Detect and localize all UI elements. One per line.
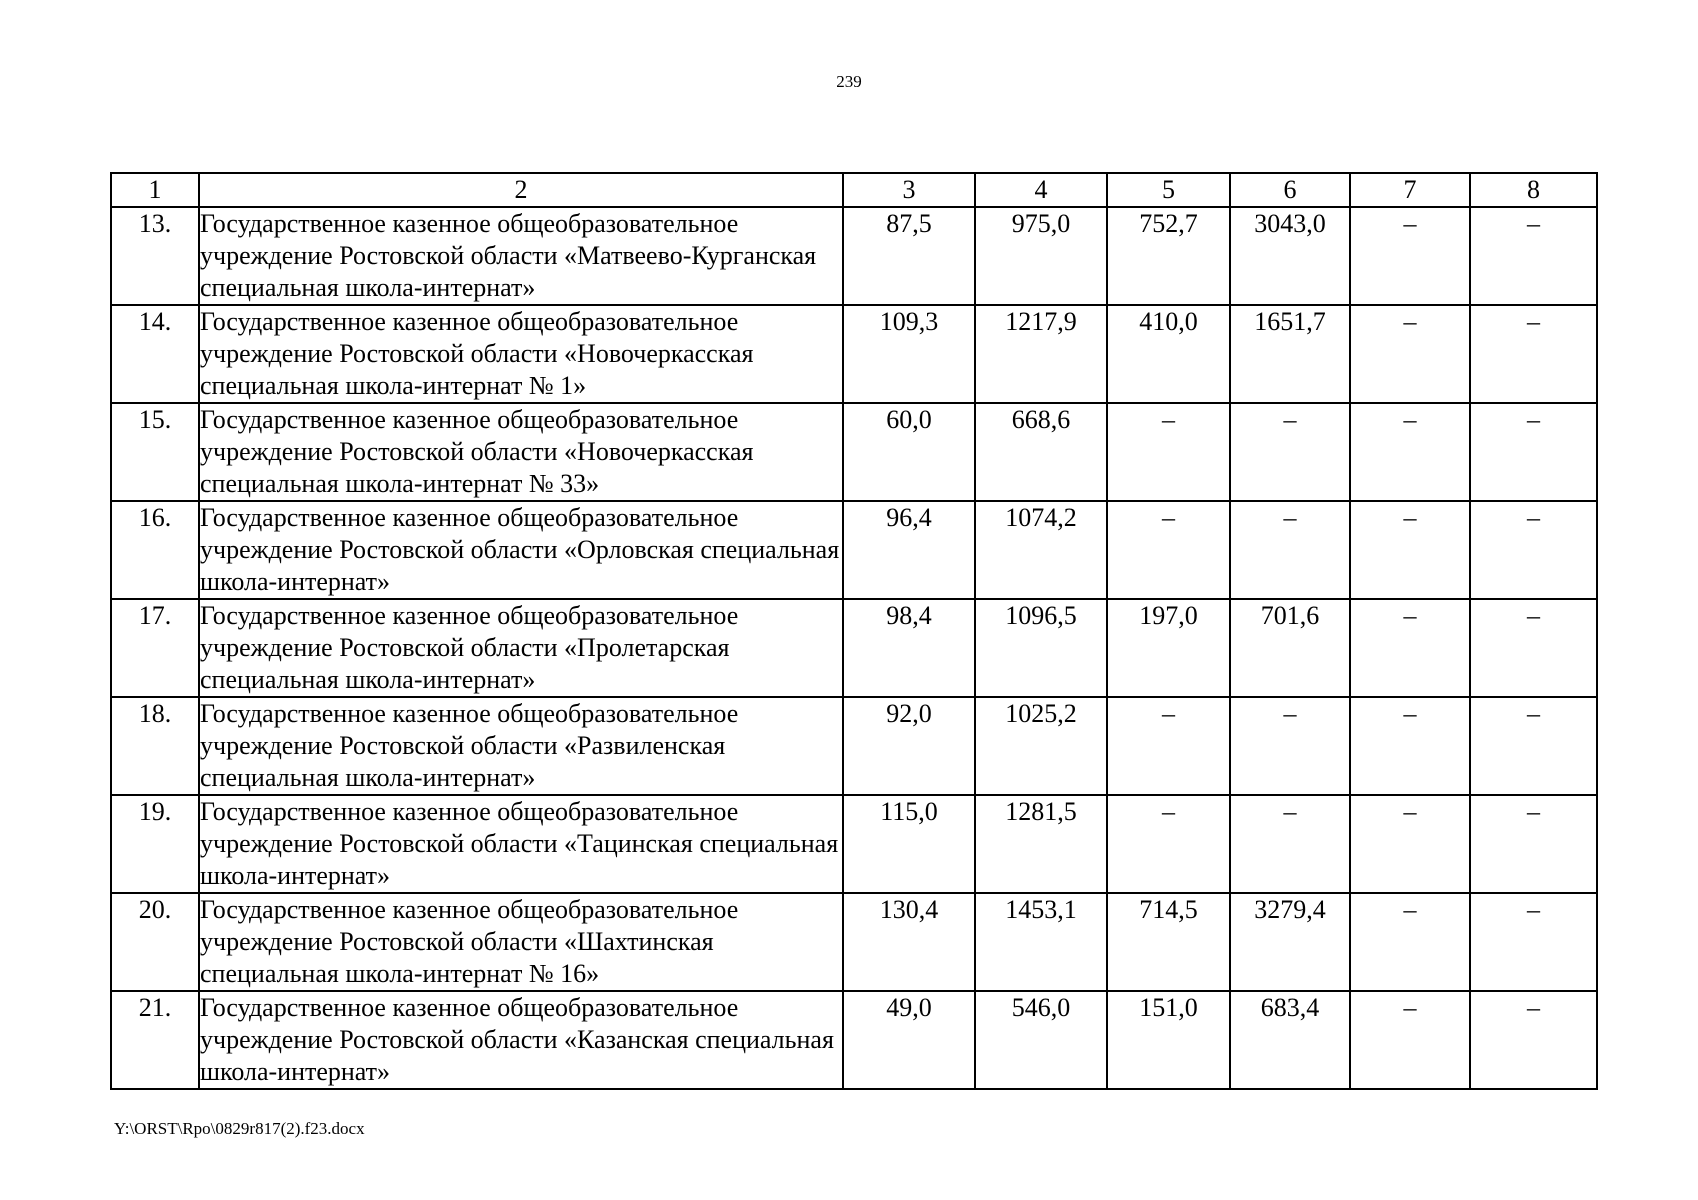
institution-name: Государственное казенное общеобразовательное учреждение Ростовской области «Шахтинская специальная школа-интернат № 16» xyxy=(199,893,843,991)
institution-name: Государственное казенное общеобразовательное учреждение Ростовской области «Развиленская специальная школа-интернат» xyxy=(199,697,843,795)
column-header: 6 xyxy=(1230,173,1350,207)
cell-col-6: – xyxy=(1230,697,1350,795)
cell-col-6: 3279,4 xyxy=(1230,893,1350,991)
cell-col-7: – xyxy=(1350,795,1470,893)
cell-col-4: 1096,5 xyxy=(975,599,1107,697)
column-header: 5 xyxy=(1107,173,1230,207)
cell-col-7: – xyxy=(1350,305,1470,403)
row-number: 20. xyxy=(111,893,199,991)
cell-col-7: – xyxy=(1350,893,1470,991)
cell-col-3: 92,0 xyxy=(843,697,975,795)
cell-col-3: 87,5 xyxy=(843,207,975,305)
institution-name: Государственное казенное общеобразовательное учреждение Ростовской области «Новочеркасская специальная школа-интернат № 1» xyxy=(199,305,843,403)
cell-col-3: 60,0 xyxy=(843,403,975,501)
cell-col-4: 1074,2 xyxy=(975,501,1107,599)
cell-col-8: – xyxy=(1470,893,1597,991)
institution-name: Государственное казенное общеобразовательное учреждение Ростовской области «Тацинская специальная школа-интернат» xyxy=(199,795,843,893)
cell-col-8: – xyxy=(1470,207,1597,305)
cell-col-7: – xyxy=(1350,403,1470,501)
cell-col-3: 115,0 xyxy=(843,795,975,893)
column-header: 4 xyxy=(975,173,1107,207)
institution-name: Государственное казенное общеобразовательное учреждение Ростовской области «Казанская специальная школа-интернат» xyxy=(199,991,843,1089)
cell-col-6: 701,6 xyxy=(1230,599,1350,697)
cell-col-7: – xyxy=(1350,599,1470,697)
cell-col-8: – xyxy=(1470,501,1597,599)
cell-col-3: 49,0 xyxy=(843,991,975,1089)
cell-col-5: – xyxy=(1107,501,1230,599)
cell-col-5: 410,0 xyxy=(1107,305,1230,403)
row-number: 14. xyxy=(111,305,199,403)
table-row xyxy=(111,305,1597,403)
cell-col-7: – xyxy=(1350,697,1470,795)
cell-col-5: 714,5 xyxy=(1107,893,1230,991)
row-number: 13. xyxy=(111,207,199,305)
page-number: 239 xyxy=(836,72,862,91)
institution-name: Государственное казенное общеобразовательное учреждение Ростовской области «Новочеркасская специальная школа-интернат № 33» xyxy=(199,403,843,501)
cell-col-5: 197,0 xyxy=(1107,599,1230,697)
table-row xyxy=(111,795,1597,893)
table-row xyxy=(111,501,1597,599)
cell-col-8: – xyxy=(1470,403,1597,501)
cell-col-7: – xyxy=(1350,501,1470,599)
column-header: 3 xyxy=(843,173,975,207)
cell-col-5: – xyxy=(1107,697,1230,795)
cell-col-6: – xyxy=(1230,795,1350,893)
cell-col-3: 130,4 xyxy=(843,893,975,991)
row-number: 18. xyxy=(111,697,199,795)
cell-col-5: – xyxy=(1107,403,1230,501)
row-number: 19. xyxy=(111,795,199,893)
column-header: 7 xyxy=(1350,173,1470,207)
column-header: 2 xyxy=(199,173,843,207)
cell-col-4: 546,0 xyxy=(975,991,1107,1089)
institution-name: Государственное казенное общеобразовательное учреждение Ростовской области «Орловская специальная школа-интернат» xyxy=(199,501,843,599)
cell-col-8: – xyxy=(1470,305,1597,403)
cell-col-4: 975,0 xyxy=(975,207,1107,305)
cell-col-6: 3043,0 xyxy=(1230,207,1350,305)
table-row xyxy=(111,893,1597,991)
cell-col-7: – xyxy=(1350,207,1470,305)
table-row xyxy=(111,599,1597,697)
table-row xyxy=(111,991,1597,1089)
cell-col-4: 668,6 xyxy=(975,403,1107,501)
row-number: 17. xyxy=(111,599,199,697)
cell-col-6: 1651,7 xyxy=(1230,305,1350,403)
cell-col-5: – xyxy=(1107,795,1230,893)
cell-col-6: – xyxy=(1230,403,1350,501)
cell-col-4: 1217,9 xyxy=(975,305,1107,403)
file-path-footer: Y:\ORST\Rpo\0829r817(2).f23.docx xyxy=(114,1119,365,1138)
institution-name: Государственное казенное общеобразовательное учреждение Ростовской области «Пролетарская специальная школа-интернат» xyxy=(199,599,843,697)
cell-col-8: – xyxy=(1470,599,1597,697)
cell-col-4: 1281,5 xyxy=(975,795,1107,893)
table-row xyxy=(111,697,1597,795)
column-header: 8 xyxy=(1470,173,1597,207)
cell-col-8: – xyxy=(1470,991,1597,1089)
cell-col-4: 1025,2 xyxy=(975,697,1107,795)
cell-col-3: 109,3 xyxy=(843,305,975,403)
cell-col-5: 752,7 xyxy=(1107,207,1230,305)
row-number: 21. xyxy=(111,991,199,1089)
cell-col-8: – xyxy=(1470,795,1597,893)
header-row xyxy=(111,173,1597,207)
data-table xyxy=(110,172,1598,1090)
cell-col-5: 151,0 xyxy=(1107,991,1230,1089)
institution-name: Государственное казенное общеобразовательное учреждение Ростовской области «Матвеево-Курганская специальная школа-интернат» xyxy=(199,207,843,305)
cell-col-6: 683,4 xyxy=(1230,991,1350,1089)
cell-col-7: – xyxy=(1350,991,1470,1089)
table-row xyxy=(111,403,1597,501)
column-header: 1 xyxy=(111,173,199,207)
row-number: 16. xyxy=(111,501,199,599)
cell-col-8: – xyxy=(1470,697,1597,795)
cell-col-6: – xyxy=(1230,501,1350,599)
table-row xyxy=(111,207,1597,305)
cell-col-3: 96,4 xyxy=(843,501,975,599)
cell-col-4: 1453,1 xyxy=(975,893,1107,991)
cell-col-3: 98,4 xyxy=(843,599,975,697)
row-number: 15. xyxy=(111,403,199,501)
